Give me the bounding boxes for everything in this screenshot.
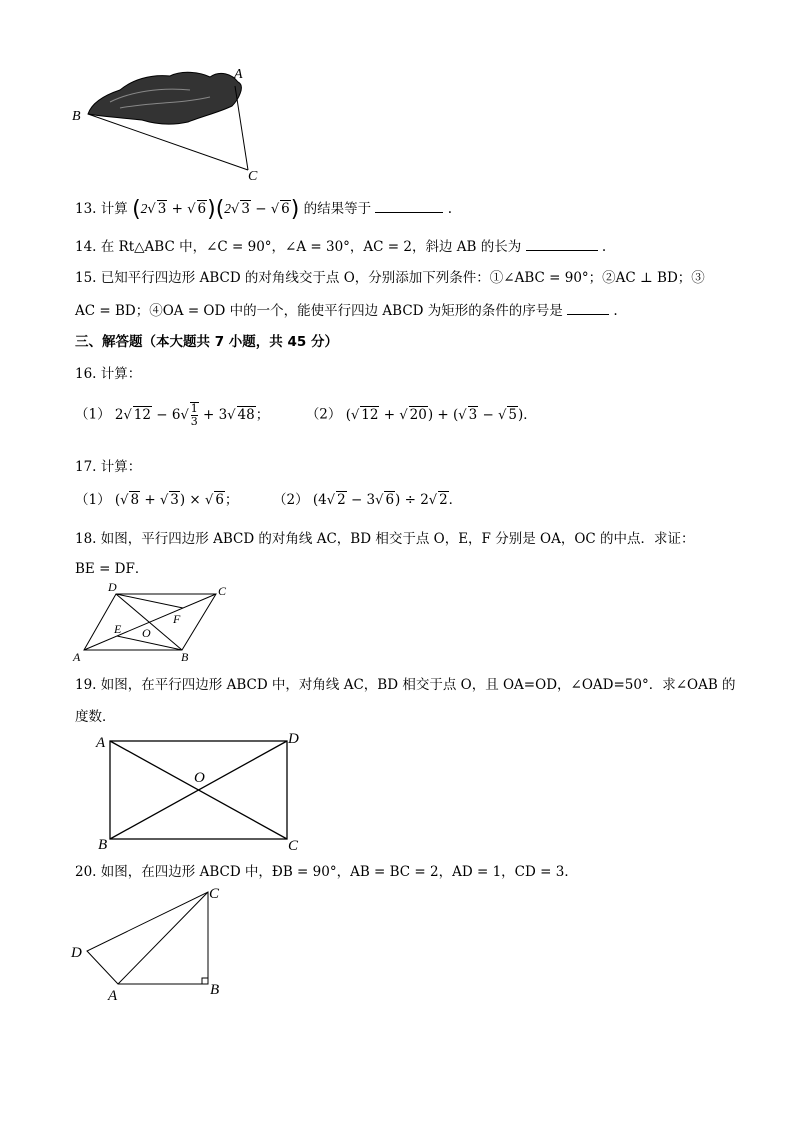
q15-number: 15.: [75, 270, 97, 286]
q14-answer-blank[interactable]: [526, 238, 598, 251]
q20-label-D: D: [71, 945, 82, 961]
label-B: B: [72, 109, 81, 124]
q18-label-D: D: [108, 580, 117, 594]
q15-answer-blank[interactable]: [567, 302, 609, 315]
q16-part2-expression: (√ 12 + √ 20) + (√ 3 − √ 5)．: [345, 406, 537, 423]
q18-label-F: F: [173, 612, 181, 626]
q19-label-D: D: [288, 731, 299, 747]
question-19-line2: 度数．: [75, 709, 116, 725]
question-20: [75, 860, 578, 880]
question-15-line2: [75, 299, 618, 319]
q16-number: 16.: [75, 366, 97, 382]
right-angle-mark: [202, 978, 208, 984]
question-16: [75, 362, 141, 382]
segment-DF: [116, 594, 183, 608]
q17-part2-label: （2）: [273, 492, 309, 508]
q14-number: 14.: [75, 239, 97, 255]
q15-end: .: [613, 303, 618, 319]
q17-part2-expression: (4√ 2 − 3√ 6) ÷ 2√ 2．: [312, 492, 463, 508]
figure-lake-triangle: [70, 62, 280, 182]
q17-text: 计算：: [100, 459, 142, 475]
question-14: [75, 235, 606, 255]
q18-label-B: B: [181, 650, 189, 664]
question-19-line1: [75, 673, 736, 693]
q17-part1-expression: (√ 8 + √ 3) × √ 6；: [114, 492, 239, 508]
question-17: [75, 455, 141, 475]
q19-line1: 如图，在平行四边形 ABCD 中，对角线 AC，BD 相交于点 O，且 OA=OD，∠OAD=50°．求∠OAB 的: [100, 677, 736, 693]
q15-line1: 已知平行四边形 ABCD 的对角线交于点 O，分别添加下列条件：①∠ABC = 90°；②AC ⊥ BD；③: [100, 270, 705, 286]
label-C: C: [248, 169, 258, 182]
q13-end: .: [447, 201, 453, 217]
figure-q18-parallelogram: [70, 580, 240, 666]
question-17-parts: [75, 488, 462, 508]
q18-label-E: E: [114, 622, 122, 636]
q19-number: 19.: [75, 677, 97, 693]
quadrilateral-ABCD: [87, 892, 208, 984]
diagonal-AC: [118, 892, 208, 984]
q13-number: 13.: [75, 201, 97, 217]
lake-shape: [88, 72, 241, 124]
segment-AC: [235, 86, 248, 170]
diagonal-AC: [84, 594, 216, 650]
q18-label-A: A: [73, 650, 81, 664]
q14-end: .: [601, 239, 607, 255]
q14-text: 在 Rt△ABC 中，∠C = 90°，∠A = 30°，AC = 2，斜边 AB 的长为: [100, 239, 522, 255]
q18-label-C: C: [218, 584, 227, 598]
q18-number: 18.: [75, 531, 97, 547]
q17-part1-label: （1）: [75, 492, 111, 508]
question-15-line1: [75, 266, 705, 286]
q16-text: 计算：: [100, 366, 142, 382]
section-3-heading: 三、解答题（本大题共 7 小题，共 45 分）: [75, 334, 338, 350]
q19-label-O: O: [194, 770, 205, 786]
q20-text: 如图，在四边形 ABCD 中，ÐB = 90°，AB = BC = 2，AD = 1，CD = 3．: [100, 864, 578, 880]
question-18-line1: [75, 527, 695, 547]
q17-number: 17.: [75, 459, 97, 475]
q20-label-B: B: [210, 982, 220, 998]
q16-part1-label: （1）: [75, 406, 111, 423]
q19-label-A: A: [96, 735, 106, 751]
q20-label-C: C: [209, 886, 220, 902]
q19-label-C: C: [288, 838, 299, 853]
q13-expression: (2√ 3 + √ 6)(2√ 3 − √ 6): [132, 197, 300, 222]
q13-tail: 的结果等于: [303, 201, 372, 217]
q20-number: 20.: [75, 864, 97, 880]
question-18-line2: BE = DF．: [75, 561, 149, 577]
q15-line2: AC = BD；④OA = OD 中的一个，能使平行四边 ABCD 为矩形的条件的序号是: [75, 303, 563, 319]
figure-q19-rectangle: [90, 728, 310, 853]
figure-q20-quadrilateral: [68, 884, 238, 1004]
q20-label-A: A: [108, 988, 118, 1004]
q18-label-O: O: [142, 626, 151, 640]
q13-lead: 计算: [100, 201, 128, 217]
q16-part1-expression: 2√ 12 − 6√ $\frac{1}{3}$ + 3√ 48；: [114, 402, 270, 428]
question-13: [75, 197, 452, 222]
question-16-parts: [75, 402, 537, 428]
q18-line1: 如图，平行四边形 ABCD 的对角线 AC，BD 相交于点 O，E，F 分别是 OA，OC 的中点．求证：: [100, 531, 695, 547]
q19-label-B: B: [98, 837, 108, 853]
label-A: A: [234, 67, 243, 82]
q13-answer-blank[interactable]: [375, 200, 443, 213]
q16-part2-label: （2）: [305, 406, 342, 423]
